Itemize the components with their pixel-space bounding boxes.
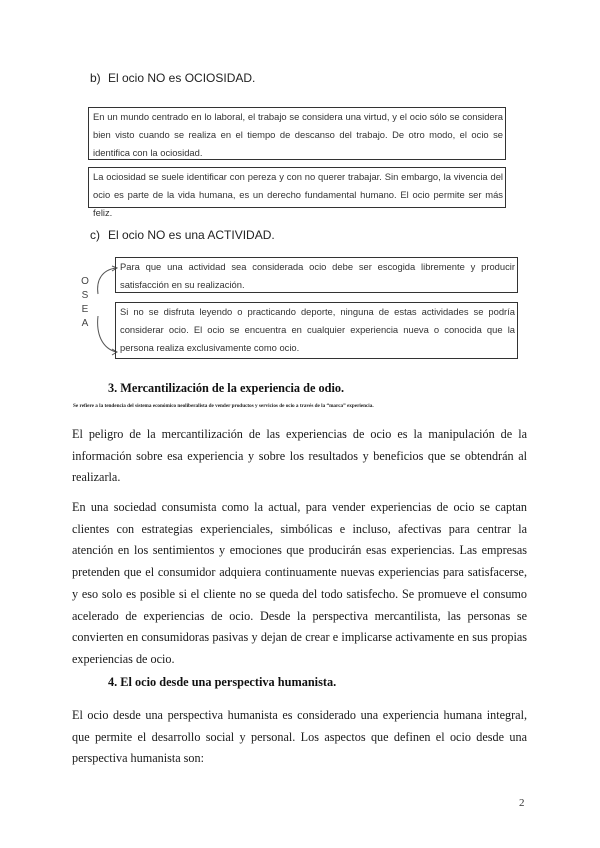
heading-ociosidad: El ocio NO es OCIOSIDAD. — [108, 71, 256, 85]
list-label-c: c) — [90, 228, 100, 242]
ociosidad-box-1: En un mundo centrado en lo laboral, el trabajo se considera una virtud, y el ocio sólo se considera bien visto cuando se realiza en el tiempo de descanso del trabajo. De otro modo, el ocio se identifica con la ociosidad. — [88, 107, 506, 160]
osea-letter-e: E — [81, 304, 89, 315]
ociosidad-box-2: La ociosidad se suele identificar con pereza y con no querer trabajar. Sin embargo, la vivencia del ocio es parte de la vida humana, es un derecho fundamental humano. El ocio permite ser más feliz. — [88, 167, 506, 208]
paragraph-humanista: El ocio desde una perspectiva humanista es considerado una experiencia humana integral, que permite el desarrollo social y personal. Los aspectos que definen el ocio desde una perspectiva humanista son: — [72, 708, 527, 766]
section-3-note: Se refiere a la tendencia del sistema económico neoliberalista de vender productos y servicios de ocio a través de la “marca” experiencia. — [73, 403, 374, 409]
osea-letter-o: O — [81, 276, 89, 287]
heading-actividad: El ocio NO es una ACTIVIDAD. — [108, 228, 275, 242]
actividad-box-1: Para que una actividad sea considerada ocio debe ser escogida libremente y producir satisfacción en su realización. — [115, 257, 518, 293]
section-4-title: 4. El ocio desde una perspectiva humanista. — [108, 675, 337, 689]
paragraph-mercantilizacion-2: En una sociedad consumista como la actual, para vender experiencias de ocio se captan clientes con estrategias experienciales, simbólicas e incluso, afectivas para centrar la atención en los sentimientos y emociones que producirán esas experiencias. Las empresas pretenden que el consumidor adquiera continuamente nuevas experiencias para satisfacerse, y eso solo es posible si el cliente no se queda del todo satisfecho. Se promueve el consumo acelerado de experiencias de ocio. Desde la perspectiva mercantilista, las personas se convierten en consumidoras pasivas y dejan de crear e implicarse activamente en sus propias experiencias de ocio. — [72, 500, 527, 666]
section-3-title: 3. Mercantilización de la experiencia de odio. — [108, 381, 345, 395]
list-label-b: b) — [90, 71, 101, 85]
osea-letter-s: S — [81, 290, 89, 301]
actividad-box-2: Si no se disfruta leyendo o practicando deporte, ninguna de estas actividades se podría considerar ocio. El ocio se encuentra en cualquier experiencia nueva o conocida que la persona realiza exclusivamente como ocio. — [115, 302, 518, 359]
page-number: 2 — [519, 797, 525, 809]
paragraph-mercantilizacion-1: El peligro de la mercantilización de las experiencias de ocio es la manipulación de la información sobre esa experiencia y sobre los resultados y beneficios que se obtendrán al realizarla. — [72, 427, 527, 485]
osea-letter-a: A — [81, 318, 89, 329]
